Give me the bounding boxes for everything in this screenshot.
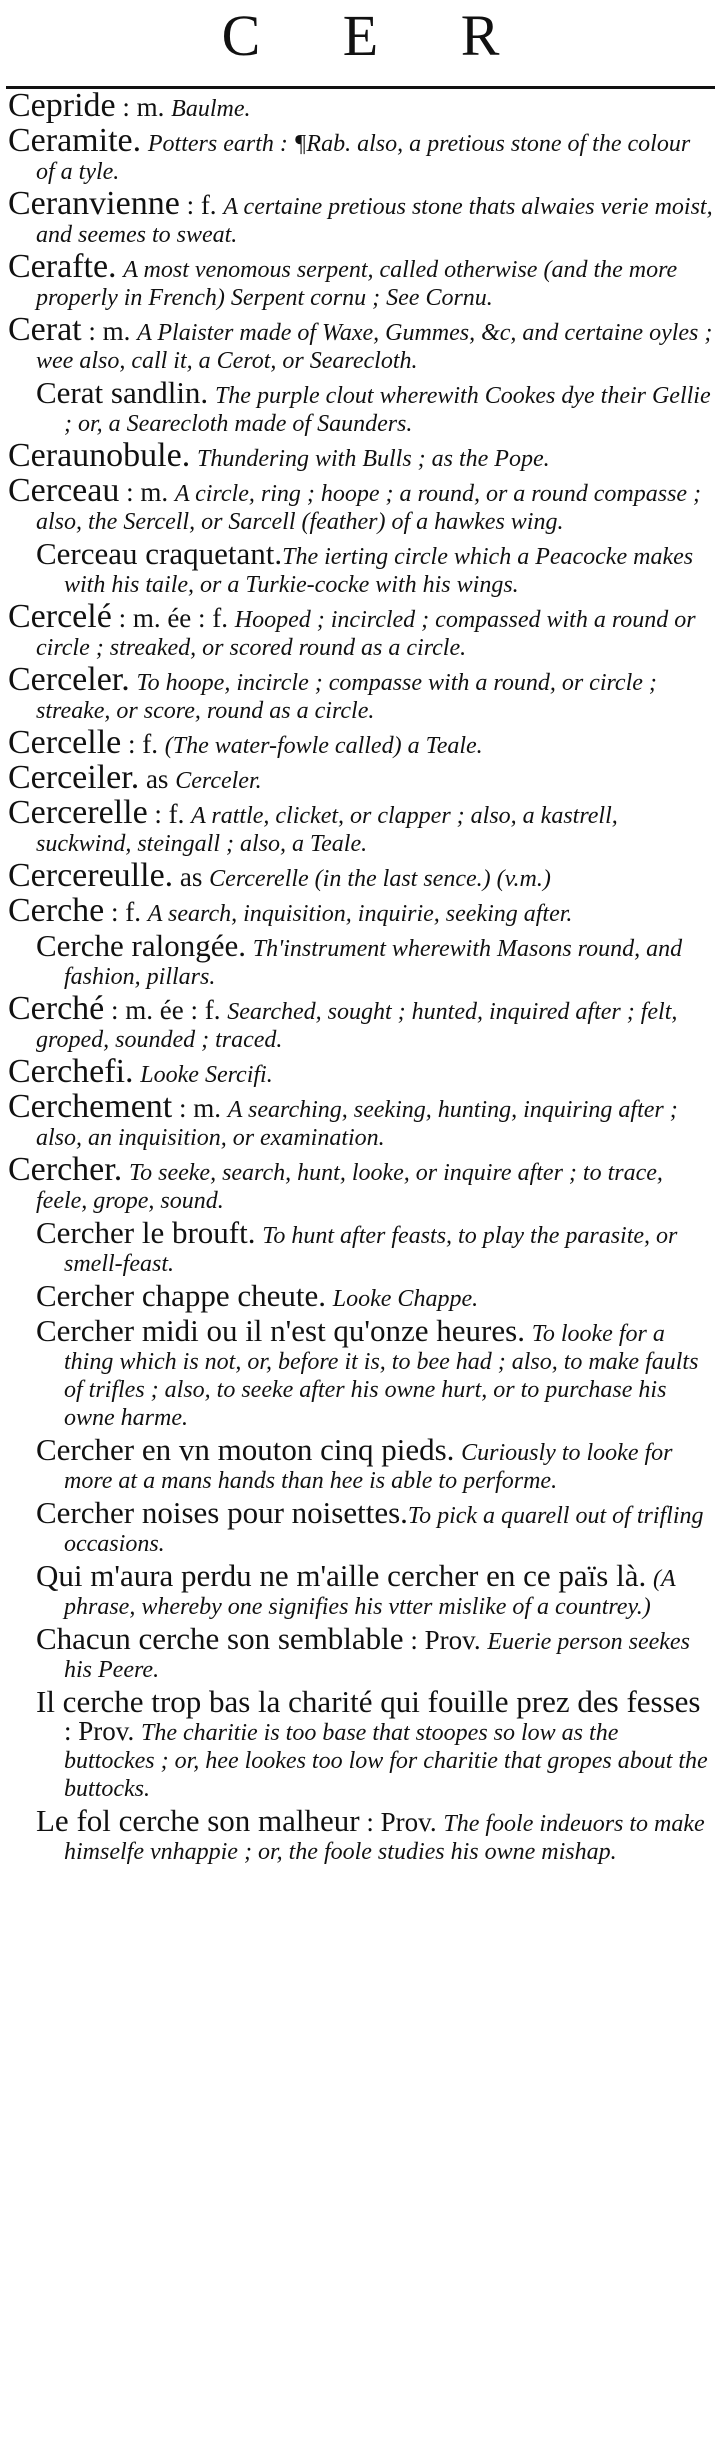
entry-list — [8, 87, 713, 1870]
dictionary-entry — [8, 1621, 713, 1684]
entry-headword: Cerché — [8, 990, 105, 1027]
entry-headword: Cercher le brouft. — [36, 1215, 256, 1250]
entry-grammar: : f. — [121, 729, 165, 759]
entry-grammar: : m. ée : f. — [104, 995, 228, 1025]
entry-grammar — [141, 127, 148, 157]
dictionary-entry — [8, 1088, 713, 1152]
entry-grammar: : f. — [147, 799, 192, 829]
dictionary-entry — [8, 375, 713, 438]
dictionary-entry — [8, 1803, 713, 1866]
dictionary-entry — [8, 1495, 713, 1558]
entry-definition: Hooped ; incircled ; compassed with a round or circle ; streaked, or scored round as a circle. — [36, 607, 696, 661]
entry-definition: The charitie is too base that stoopes so low as the buttockes ; or, hee lookes too low for charitie that gropes about the buttocks. — [64, 1720, 708, 1802]
entry-definition: To looke for a thing which is not, or, before it is, to bee had ; also, to make faults of trifles ; also, to seeke after his owne hurt, or to purchase his owne harme. — [64, 1321, 699, 1431]
entry-headword: Cerat — [8, 311, 82, 348]
entry-definition: Cercerelle (in the last sence.) (v.m.) — [209, 866, 551, 892]
dictionary-entry — [8, 1684, 713, 1803]
entry-headword: Cerceler. — [8, 661, 130, 698]
entry-definition: (A phrase, whereby one signifies his vtter mislike of a countrey.) — [64, 1566, 676, 1620]
entry-definition: The ierting circle which a Peacocke makes with his taile, or a Turkie-cocke with his wings. — [64, 544, 694, 598]
entry-headword: Cerchement — [8, 1088, 173, 1125]
entry-grammar: : m. — [115, 92, 172, 122]
dictionary-entry — [8, 536, 713, 599]
entry-headword: Chacun cerche son semblable — [36, 1621, 404, 1656]
dictionary-entry — [8, 122, 713, 186]
entry-headword: Cerat sandlin. — [36, 375, 209, 410]
dictionary-entry — [8, 248, 713, 312]
entry-definition: Looke Chappe. — [332, 1286, 479, 1312]
dictionary-entry — [8, 311, 713, 375]
dictionary-entry — [8, 1053, 713, 1090]
entry-headword: Cercereulle. — [8, 857, 174, 894]
entry-grammar: as — [139, 764, 176, 794]
dictionary-entry — [8, 87, 713, 124]
entry-headword: Cercerelle — [8, 794, 148, 831]
dictionary-entry — [8, 598, 713, 662]
entry-definition: Curiously to looke for more at a mans hands than hee is able to performe. — [64, 1440, 673, 1494]
entry-definition: Th'instrument wherewith Masons round, and fashion, pillars. — [64, 936, 683, 990]
entry-headword: Cercher. — [8, 1151, 123, 1188]
entry-headword: Cerafte. — [8, 248, 117, 285]
entry-definition: A search, inquisition, inquirie, seeking after. — [147, 901, 573, 927]
page-header: C E R — [221, 3, 534, 68]
entry-headword: Cerceiler. — [8, 759, 140, 796]
entry-headword: Cercher midi ou il n'est qu'onze heures. — [36, 1313, 525, 1348]
entry-grammar: : f. — [179, 190, 224, 220]
dictionary-entry — [8, 661, 713, 725]
entry-definition: A searching, seeking, hunting, inquiring after ; also, an inquisition, or examination. — [36, 1097, 678, 1151]
entry-grammar: : Prov. — [403, 1625, 488, 1655]
entry-grammar — [326, 1282, 333, 1312]
entry-grammar — [130, 666, 137, 696]
entry-headword: Cerche ralongée. — [36, 928, 246, 963]
entry-definition: A Plaister made of Waxe, Gummes, &c, and certaine oyles ; wee also, call it, a Cerot, or Searecloth. — [36, 320, 713, 374]
dictionary-entry — [8, 1432, 713, 1495]
entry-definition: To hunt after feasts, to play the parasite, or smell-feast. — [64, 1223, 678, 1277]
entry-definition: Looke Sercifi. — [140, 1062, 273, 1088]
entry-headword: Cerche — [8, 892, 105, 929]
entry-grammar: : m. — [172, 1093, 228, 1123]
entry-headword: Cerceau — [8, 472, 120, 509]
entry-headword: Ceraunobule. — [8, 437, 191, 474]
entry-headword: Cercher chappe cheute. — [36, 1278, 327, 1313]
entry-headword: Il cerche trop bas la charité qui fouille prez des fesses — [36, 1684, 701, 1719]
dictionary-entry — [8, 759, 713, 796]
entry-headword: Cercelle — [8, 724, 122, 761]
entry-grammar: : f. — [104, 897, 148, 927]
entry-headword: Cercelé — [8, 598, 112, 635]
entry-headword: Ceramite. — [8, 122, 142, 159]
dictionary-entry — [8, 794, 713, 858]
dictionary-entry — [8, 1313, 713, 1432]
entry-grammar: as — [173, 862, 210, 892]
dictionary-entry — [8, 1558, 713, 1621]
entry-grammar: : m. — [119, 477, 175, 507]
entry-definition: (The water-fowle called) a Teale. — [164, 733, 483, 759]
entry-grammar — [122, 1156, 129, 1186]
entry-definition: A most venomous serpent, called otherwise (and the more properly in French) Serpent cornu ; See Cornu. — [36, 257, 678, 311]
dictionary-entry — [8, 928, 713, 991]
dictionary-entry — [8, 472, 713, 536]
entry-definition: To hoope, incircle ; compasse with a round, or circle ; streake, or score, round as a circle. — [36, 670, 657, 724]
entry-grammar — [525, 1317, 532, 1347]
entry-grammar — [190, 442, 197, 472]
entry-definition: Potters earth : ¶Rab. also, a pretious stone of the colour of a tyle. — [36, 131, 691, 185]
entry-grammar: : m. ée : f. — [111, 603, 235, 633]
entry-grammar — [246, 932, 253, 962]
entry-definition: A circle, ring ; hoope ; a round, or a round compasse ; also, the Sercell, or Sarcell (feather) of a hawkes wing. — [36, 481, 702, 535]
entry-grammar: : Prov. — [64, 1716, 142, 1746]
entry-headword: Ceranvienne — [8, 185, 180, 222]
entry-definition: Baulme. — [171, 96, 251, 122]
entry-definition: A rattle, clicket, or clapper ; also, a kastrell, suckwind, steingall ; also, a Teale. — [36, 803, 618, 857]
dictionary-entry — [8, 1215, 713, 1278]
dictionary-entry — [8, 1278, 713, 1313]
dictionary-entry — [8, 857, 713, 894]
entry-headword: Qui m'aura perdu ne m'aille cercher en ce païs là. — [36, 1558, 647, 1593]
entry-definition: Euerie person seekes his Peere. — [64, 1629, 690, 1683]
entry-headword: Cercher noises pour noisettes. — [36, 1495, 408, 1530]
entry-grammar — [646, 1562, 653, 1592]
entry-grammar — [208, 379, 215, 409]
entry-definition: Cerceler. — [175, 768, 262, 794]
entry-definition: To seeke, search, hunt, looke, or inquire after ; to trace, feele, grope, sound. — [36, 1160, 663, 1214]
entry-grammar: : Prov. — [359, 1807, 444, 1837]
entry-headword: Cercher en vn mouton cinq pieds. — [36, 1432, 455, 1467]
dictionary-entry — [8, 990, 713, 1054]
dictionary-entry — [8, 892, 713, 929]
entry-grammar: : m. — [81, 316, 138, 346]
dictionary-entry — [8, 437, 713, 474]
entry-definition: Thundering with Bulls ; as the Pope. — [196, 446, 550, 472]
entry-definition: A certaine pretious stone thats alwaies verie moist, and seemes to sweat. — [36, 194, 713, 248]
entry-definition: The foole indeuors to make himselfe vnhappie ; or, the foole studies his owne mishap. — [64, 1811, 705, 1865]
entry-headword: Le fol cerche son malheur — [36, 1803, 360, 1838]
dictionary-entry — [8, 1151, 713, 1215]
entry-headword: Cerchefi. — [8, 1053, 134, 1090]
entry-headword: Cepride — [8, 87, 116, 124]
entry-definition: The purple clout wherewith Cookes dye their Gellie ; or, a Searecloth made of Saunders. — [64, 383, 711, 437]
entry-headword: Cerceau craquetant. — [36, 536, 283, 571]
entry-definition: To pick a quarell out of trifling occasions. — [64, 1503, 704, 1557]
entry-definition: Searched, sought ; hunted, inquired after ; felt, groped, sounded ; traced. — [36, 999, 678, 1053]
dictionary-entry — [8, 185, 713, 249]
dictionary-entry — [8, 724, 713, 761]
